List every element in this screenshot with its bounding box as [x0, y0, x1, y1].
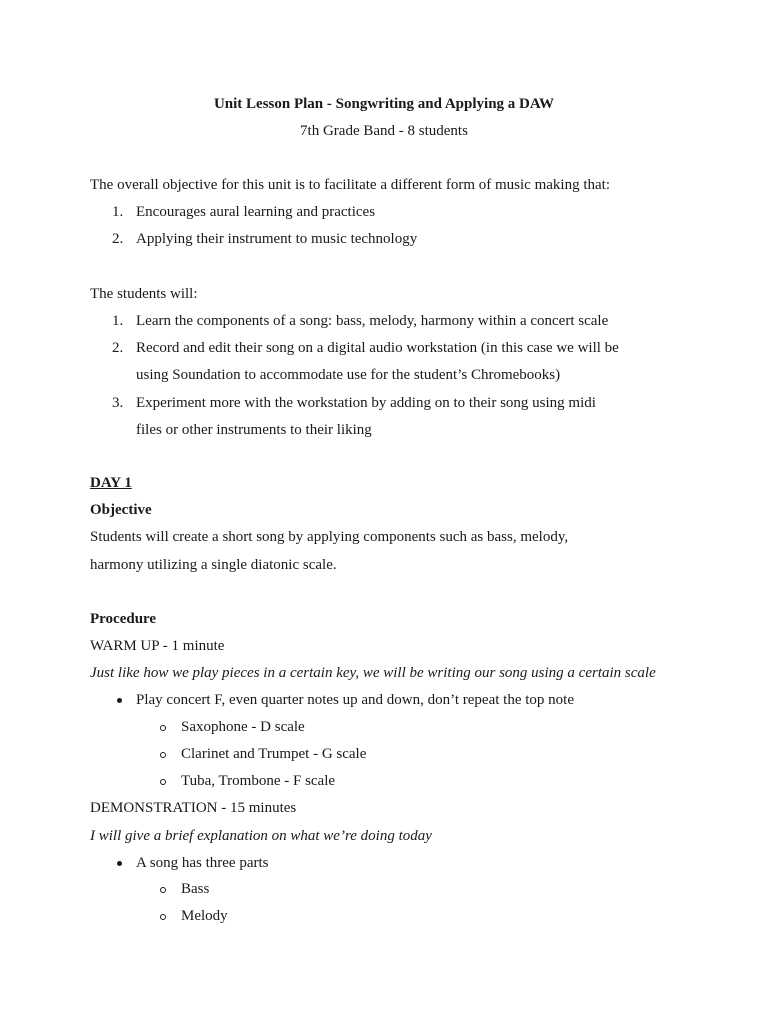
demonstration-note: I will give a brief explanation on what we’re doing today [90, 828, 432, 844]
bullet-icon [117, 698, 122, 703]
bullet-icon [117, 861, 122, 866]
bullet-item: A song has three parts [136, 855, 269, 871]
day-heading: DAY 1 [90, 475, 132, 491]
objective-text: Students will create a short song by applying components such as bass, melody, [90, 529, 569, 545]
list-item: Record and edit their song on a digital audio workstation (in this case we will be [136, 340, 619, 356]
students-intro: The students will: [90, 286, 198, 302]
sub-bullet-item: Tuba, Trombone - F scale [181, 773, 336, 789]
sub-bullet-icon [160, 752, 166, 758]
objective-text: harmony utilizing a single diatonic scale. [90, 557, 337, 573]
demonstration-heading: DEMONSTRATION - 15 minutes [90, 800, 297, 816]
intro-text: The overall objective for this unit is to facilitate a different form of music making that: [90, 177, 610, 193]
sub-bullet-icon [160, 914, 166, 920]
warmup-heading: WARM UP - 1 minute [90, 638, 225, 654]
bullet-item: Play concert F, even quarter notes up and down, don’t repeat the top note [136, 692, 574, 708]
objective-heading: Objective [90, 502, 152, 518]
list-item: Learn the components of a song: bass, melody, harmony within a concert scale [136, 313, 609, 329]
list-item: Encourages aural learning and practices [136, 204, 376, 220]
list-number: 1. [112, 313, 124, 329]
document-title: Unit Lesson Plan - Songwriting and Applying a DAW [213, 96, 555, 112]
sub-bullet-icon [160, 725, 166, 731]
procedure-heading: Procedure [90, 611, 157, 627]
document-subtitle: 7th Grade Band - 8 students [300, 123, 468, 139]
sub-bullet-icon [160, 887, 166, 893]
sub-bullet-item: Melody [181, 908, 228, 924]
sub-bullet-item: Bass [181, 881, 210, 897]
list-item-continued: using Soundation to accommodate use for the student’s Chromebooks) [136, 367, 561, 383]
list-number: 3. [112, 395, 124, 411]
list-item-continued: files or other instruments to their liking [136, 422, 372, 438]
warmup-note: Just like how we play pieces in a certain key, we will be writing our song using a certain scale [90, 665, 656, 681]
sub-bullet-item: Saxophone - D scale [181, 719, 305, 735]
sub-bullet-icon [160, 779, 166, 785]
list-number: 1. [112, 204, 124, 220]
list-item: Applying their instrument to music technology [136, 231, 418, 247]
sub-bullet-item: Clarinet and Trumpet - G scale [181, 746, 367, 762]
list-number: 2. [112, 340, 124, 356]
list-item: Experiment more with the workstation by adding on to their song using midi [136, 395, 596, 411]
list-number: 2. [112, 231, 124, 247]
